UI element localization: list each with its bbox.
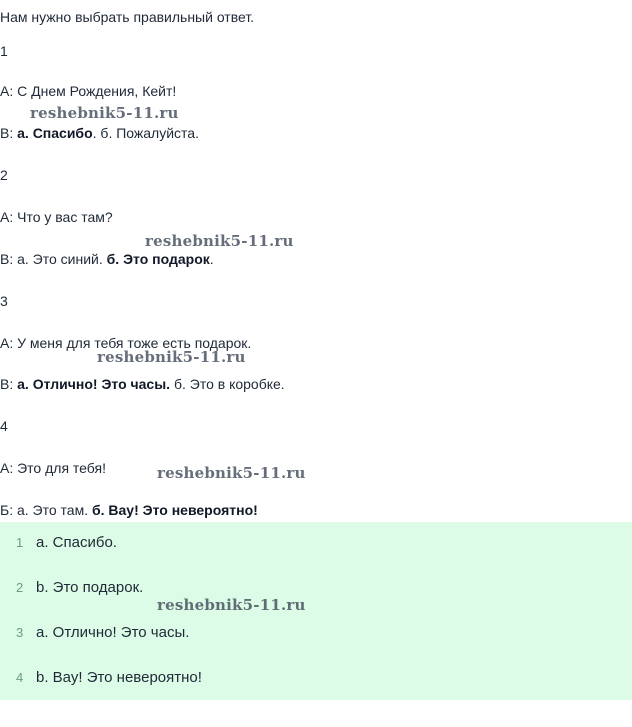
watermark: reshebnik5-11.ru (157, 596, 306, 614)
dialog-number: 1 (0, 43, 8, 59)
line-rest: б. Это в коробке. (170, 376, 285, 392)
dialog-number: 3 (0, 293, 8, 309)
dialog-number: 2 (0, 167, 8, 183)
answer-text: a. Отлично! Это часы. (36, 624, 190, 641)
line-prefix: Б: а. Это там. (0, 502, 92, 518)
dialog-line-a: А: У меня для тебя тоже есть подарок. (0, 335, 252, 351)
watermark: reshebnik5-11.ru (30, 104, 179, 122)
correct-option: б. Вау! Это невероятно! (91, 502, 258, 518)
answer-number: 2 (16, 580, 24, 595)
answer-number: 1 (16, 535, 24, 550)
intro-text: Нам нужно выбрать правильный ответ. (0, 9, 255, 25)
answer-text: b. Это подарок. (36, 579, 144, 596)
answer-number: 3 (16, 625, 24, 640)
dialog-line-b (0, 250, 214, 268)
line-prefix: В: (0, 125, 18, 141)
watermark: reshebnik5-11.ru (157, 464, 306, 482)
answer-row (16, 578, 143, 598)
watermark: reshebnik5-11.ru (145, 232, 294, 250)
answer-row (16, 623, 189, 643)
correct-option: а. Спасибо (17, 125, 93, 141)
dialog-number: 4 (0, 418, 8, 434)
line-rest: . б. Пожалуйста. (92, 125, 199, 141)
dialog-line-a: А: Это для тебя! (0, 460, 106, 476)
dialog-line-a: А: Что у вас там? (0, 209, 113, 225)
answer-row (16, 533, 117, 553)
answers-block (0, 522, 632, 700)
line-prefix: В: (0, 376, 18, 392)
answer-text: a. Спасибо. (36, 534, 117, 551)
correct-option: б. Это подарок (106, 251, 210, 267)
line-prefix: В: а. Это синий. (0, 251, 107, 267)
line-rest: . (209, 251, 214, 267)
answer-text: b. Вау! Это невероятно! (36, 669, 202, 686)
dialog-line-b (0, 501, 258, 519)
answer-row (16, 668, 202, 688)
dialog-line-a: А: С Днем Рождения, Кейт! (0, 83, 177, 99)
dialog-line-b (0, 124, 199, 142)
dialog-line-b (0, 375, 285, 393)
correct-option: а. Отлично! Это часы. (17, 376, 171, 392)
watermark: reshebnik5-11.ru (97, 348, 246, 366)
answer-number: 4 (16, 670, 24, 685)
